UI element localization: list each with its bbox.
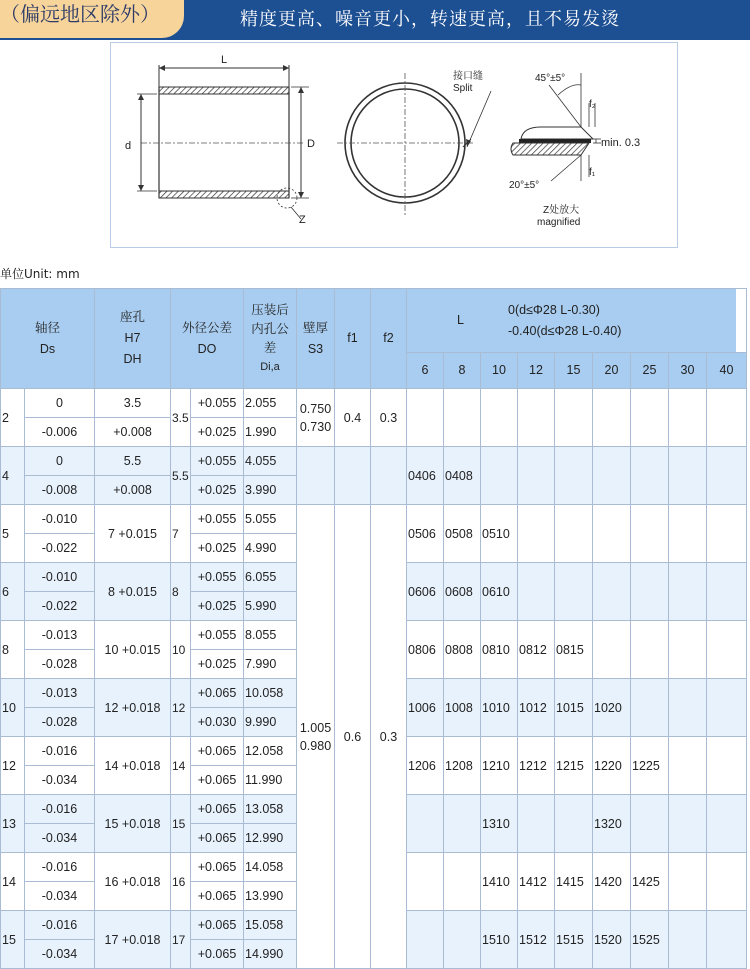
part-code [669,389,707,447]
od-tol-upper: +0.055 [191,621,244,650]
header-L-40: 40 [707,353,747,389]
f1-group2: 0.6 [335,505,371,969]
wall-upper: 0.750 [299,401,332,416]
header-L-30: 30 [669,353,707,389]
part-code [555,505,593,563]
part-code [669,621,707,679]
part-code: 1520 [593,911,631,969]
part-code: 1425 [631,853,669,911]
part-code [518,505,555,563]
part-code: 1525 [631,911,669,969]
part-code: 0608 [444,563,481,621]
wall-thickness-group2 [297,505,335,969]
shaft-tol-upper: -0.013 [25,679,95,708]
shaft-tol-upper: -0.013 [25,621,95,650]
od-tol-lower: +0.065 [191,940,244,969]
part-code: 1512 [518,911,555,969]
part-code: 1310 [481,795,518,853]
shaft-tol-lower: -0.034 [25,824,95,853]
table-row [1,447,747,476]
part-code: 1212 [518,737,555,795]
part-code [707,737,747,795]
shaft-size: 6 [1,563,25,621]
part-code [631,389,669,447]
part-code [669,795,707,853]
od-tol-lower: +0.065 [191,824,244,853]
header-L-tolerance: 0(d≤Φ28 L-0.30) -0.40(d≤Φ28 L-0.40) [508,289,737,353]
part-code [555,795,593,853]
shaft-tol-lower: -0.022 [25,534,95,563]
part-code [669,447,707,505]
part-code [555,389,593,447]
part-code [707,679,747,737]
part-code [669,737,707,795]
od-tol-lower: +0.025 [191,650,244,679]
part-code [407,853,444,911]
part-code: 1510 [481,911,518,969]
outer-diameter: 17 [171,911,191,969]
wall-thickness-group1 [297,389,335,447]
shaft-tol-lower: -0.006 [25,418,95,447]
part-code [481,389,518,447]
part-code [593,621,631,679]
part-code: 1206 [407,737,444,795]
shaft-tol-lower: -0.022 [25,592,95,621]
part-code [444,853,481,911]
part-code [631,679,669,737]
ring-view [337,69,491,215]
f2-empty [371,447,407,505]
header-L-12: 12 [518,353,555,389]
header-L: L [407,289,518,353]
id-lower: 4.990 [244,534,297,563]
od-tol-upper: +0.065 [191,795,244,824]
od-tol-upper: +0.065 [191,911,244,940]
outer-diameter: 14 [171,737,191,795]
part-code: 0815 [555,621,593,679]
od-tol-upper: +0.065 [191,853,244,882]
f2-group2: 0.3 [371,505,407,969]
wall-lower: 0.980 [299,738,332,753]
id-lower: 7.990 [244,650,297,679]
bearing-drawing-svg [111,43,677,247]
part-code: 0610 [481,563,518,621]
part-code: 0508 [444,505,481,563]
bearing-drawing [110,42,678,248]
part-code: 0806 [407,621,444,679]
seat-hole: 12 +0.018 [95,679,171,737]
banner-slogan: 精度更高、噪音更小，转速更高，且不易发烫 [240,9,620,30]
header-L-6: 6 [407,353,444,389]
part-code: 0408 [444,447,481,505]
id-upper: 15.058 [244,911,297,940]
region-note-tag [0,0,184,38]
part-code [707,853,747,911]
header-id: 压装后 内孔公 差 Di,a [244,289,297,389]
shaft-size: 12 [1,737,25,795]
part-code [555,563,593,621]
shaft-tol-upper: -0.010 [25,563,95,592]
part-code [669,563,707,621]
shaft-tol-lower: -0.034 [25,766,95,795]
part-code [631,447,669,505]
part-code: 1410 [481,853,518,911]
shaft-tol-upper: 0 [25,447,95,476]
od-tol-upper: +0.055 [191,563,244,592]
seat-hole: 7 +0.015 [95,505,171,563]
part-code [631,505,669,563]
header-L-10: 10 [481,353,518,389]
part-code [707,795,747,853]
region-note-text: （偏远地区除外） [0,2,160,26]
id-lower: 14.990 [244,940,297,969]
header-L-25: 25 [631,353,669,389]
shaft-tol-upper: -0.016 [25,853,95,882]
shaft-size: 15 [1,911,25,969]
part-code [518,447,555,505]
shaft-size: 10 [1,679,25,737]
part-code [593,389,631,447]
header-seat: 座孔 H7 DH [95,289,171,389]
part-code [407,389,444,447]
part-code [669,853,707,911]
label-Z: Z [299,214,306,226]
part-code: 1210 [481,737,518,795]
part-code [444,795,481,853]
part-code: 1215 [555,737,593,795]
part-code: 1012 [518,679,555,737]
wall-lower: 0.730 [299,419,332,434]
shaft-size: 8 [1,621,25,679]
id-upper: 13.058 [244,795,297,824]
part-code: 0808 [444,621,481,679]
od-tol-lower: +0.065 [191,882,244,911]
label-angle-top: 45°±5° [535,73,566,84]
part-code [518,795,555,853]
id-lower: 1.990 [244,418,297,447]
id-upper: 5.055 [244,505,297,534]
part-code: 1412 [518,853,555,911]
seat-hole: 3.5 [95,389,171,418]
shaft-size: 2 [1,389,25,447]
seat-hole: 5.5 [95,447,171,476]
seat-hole-tol: +0.008 [95,476,171,505]
od-tol-lower: +0.025 [191,534,244,563]
part-code [593,505,631,563]
seat-hole: 15 +0.018 [95,795,171,853]
od-tol-upper: +0.055 [191,389,244,418]
part-code [669,679,707,737]
part-code: 1010 [481,679,518,737]
od-tol-lower: +0.025 [191,418,244,447]
part-code: 1515 [555,911,593,969]
id-lower: 12.990 [244,824,297,853]
od-tol-upper: +0.055 [191,447,244,476]
label-angle-bottom: 20°±5° [509,180,540,191]
od-tol-lower: +0.025 [191,476,244,505]
outer-diameter: 3.5 [171,389,191,447]
id-upper: 14.058 [244,853,297,882]
part-code [707,389,747,447]
side-view [125,54,315,226]
part-code: 1420 [593,853,631,911]
id-upper: 10.058 [244,679,297,708]
seat-hole: 16 +0.018 [95,853,171,911]
shaft-tol-lower: -0.034 [25,940,95,969]
od-tol-lower: +0.025 [191,592,244,621]
table-body [1,389,747,969]
part-code: 0606 [407,563,444,621]
label-D: D [307,138,315,150]
top-banner [0,0,750,40]
part-code [555,447,593,505]
od-tol-upper: +0.055 [191,505,244,534]
od-tol-lower: +0.065 [191,766,244,795]
f2-group1: 0.3 [371,389,407,447]
shaft-tol-lower: -0.034 [25,882,95,911]
part-code [707,505,747,563]
part-code: 0506 [407,505,444,563]
wall-empty [297,447,335,505]
id-upper: 2.055 [244,389,297,418]
part-code: 1220 [593,737,631,795]
shaft-tol-lower: -0.028 [25,650,95,679]
part-code: 0510 [481,505,518,563]
header-wall: 壁厚 S3 [297,289,335,389]
od-tol-upper: +0.065 [191,679,244,708]
shaft-tol-upper: 0 [25,389,95,418]
part-code [481,447,518,505]
f1-group1: 0.4 [335,389,371,447]
part-code [669,505,707,563]
header-od: 外径公差 DO [171,289,244,389]
part-code: 1006 [407,679,444,737]
part-code: 1020 [593,679,631,737]
seat-hole: 17 +0.018 [95,911,171,969]
seat-hole: 14 +0.018 [95,737,171,795]
part-code [518,389,555,447]
outer-diameter: 8 [171,563,191,621]
id-lower: 3.990 [244,476,297,505]
header-L-20: 20 [593,353,631,389]
part-code: 0812 [518,621,555,679]
part-code [707,563,747,621]
shaft-size: 5 [1,505,25,563]
part-code [631,795,669,853]
od-tol-upper: +0.065 [191,737,244,766]
part-code: 1008 [444,679,481,737]
table-row [1,505,747,534]
outer-diameter: 7 [171,505,191,563]
shaft-tol-lower: -0.028 [25,708,95,737]
part-code [631,621,669,679]
outer-diameter: 16 [171,853,191,911]
part-code [593,447,631,505]
z-detail [509,73,640,228]
part-code: 1208 [444,737,481,795]
outer-diameter: 12 [171,679,191,737]
label-min: min. 0.3 [601,137,641,149]
header-L-8: 8 [444,353,481,389]
header-L-15: 15 [555,353,593,389]
part-code [444,389,481,447]
shaft-size: 4 [1,447,25,505]
label-L: L [221,54,228,66]
unit-label: 单位Unit: mm [0,267,80,281]
shaft-tol-lower: -0.008 [25,476,95,505]
label-mag-en: magnified [537,217,581,228]
seat-hole: 10 +0.015 [95,621,171,679]
part-code: 1320 [593,795,631,853]
label-split-cn: 接口缝 [453,71,483,82]
part-code: 0810 [481,621,518,679]
id-upper: 12.058 [244,737,297,766]
label-mag-cn: Z处放大 [543,205,580,216]
id-upper: 4.055 [244,447,297,476]
shaft-tol-upper: -0.016 [25,911,95,940]
part-code [631,563,669,621]
outer-diameter: 15 [171,795,191,853]
label-split-en: Split [453,83,473,94]
header-shaft: 轴径 Ds [1,289,95,389]
id-lower: 9.990 [244,708,297,737]
part-code [707,447,747,505]
shaft-size: 14 [1,853,25,911]
part-code: 0406 [407,447,444,505]
shaft-tol-upper: -0.010 [25,505,95,534]
f1-empty [335,447,371,505]
label-d: d [125,140,132,152]
table-row [1,389,747,418]
id-lower: 11.990 [244,766,297,795]
part-code [593,563,631,621]
id-lower: 13.990 [244,882,297,911]
header-f2: f2 [371,289,407,389]
seat-hole-tol: +0.008 [95,418,171,447]
outer-diameter: 5.5 [171,447,191,505]
part-code: 1225 [631,737,669,795]
part-code: 1415 [555,853,593,911]
header-f1: f1 [335,289,371,389]
part-code [407,795,444,853]
shaft-tol-upper: -0.016 [25,737,95,766]
dimension-table [0,288,747,969]
part-code [707,621,747,679]
id-upper: 6.055 [244,563,297,592]
shaft-tol-upper: -0.016 [25,795,95,824]
label-f1: f₁ [589,167,596,178]
part-code [518,563,555,621]
shaft-size: 13 [1,795,25,853]
od-tol-lower: +0.030 [191,708,244,737]
id-lower: 5.990 [244,592,297,621]
part-code: 1015 [555,679,593,737]
wall-upper: 1.005 [299,720,332,735]
outer-diameter: 10 [171,621,191,679]
id-upper: 8.055 [244,621,297,650]
label-f2: f₂ [589,99,596,110]
seat-hole: 8 +0.015 [95,563,171,621]
